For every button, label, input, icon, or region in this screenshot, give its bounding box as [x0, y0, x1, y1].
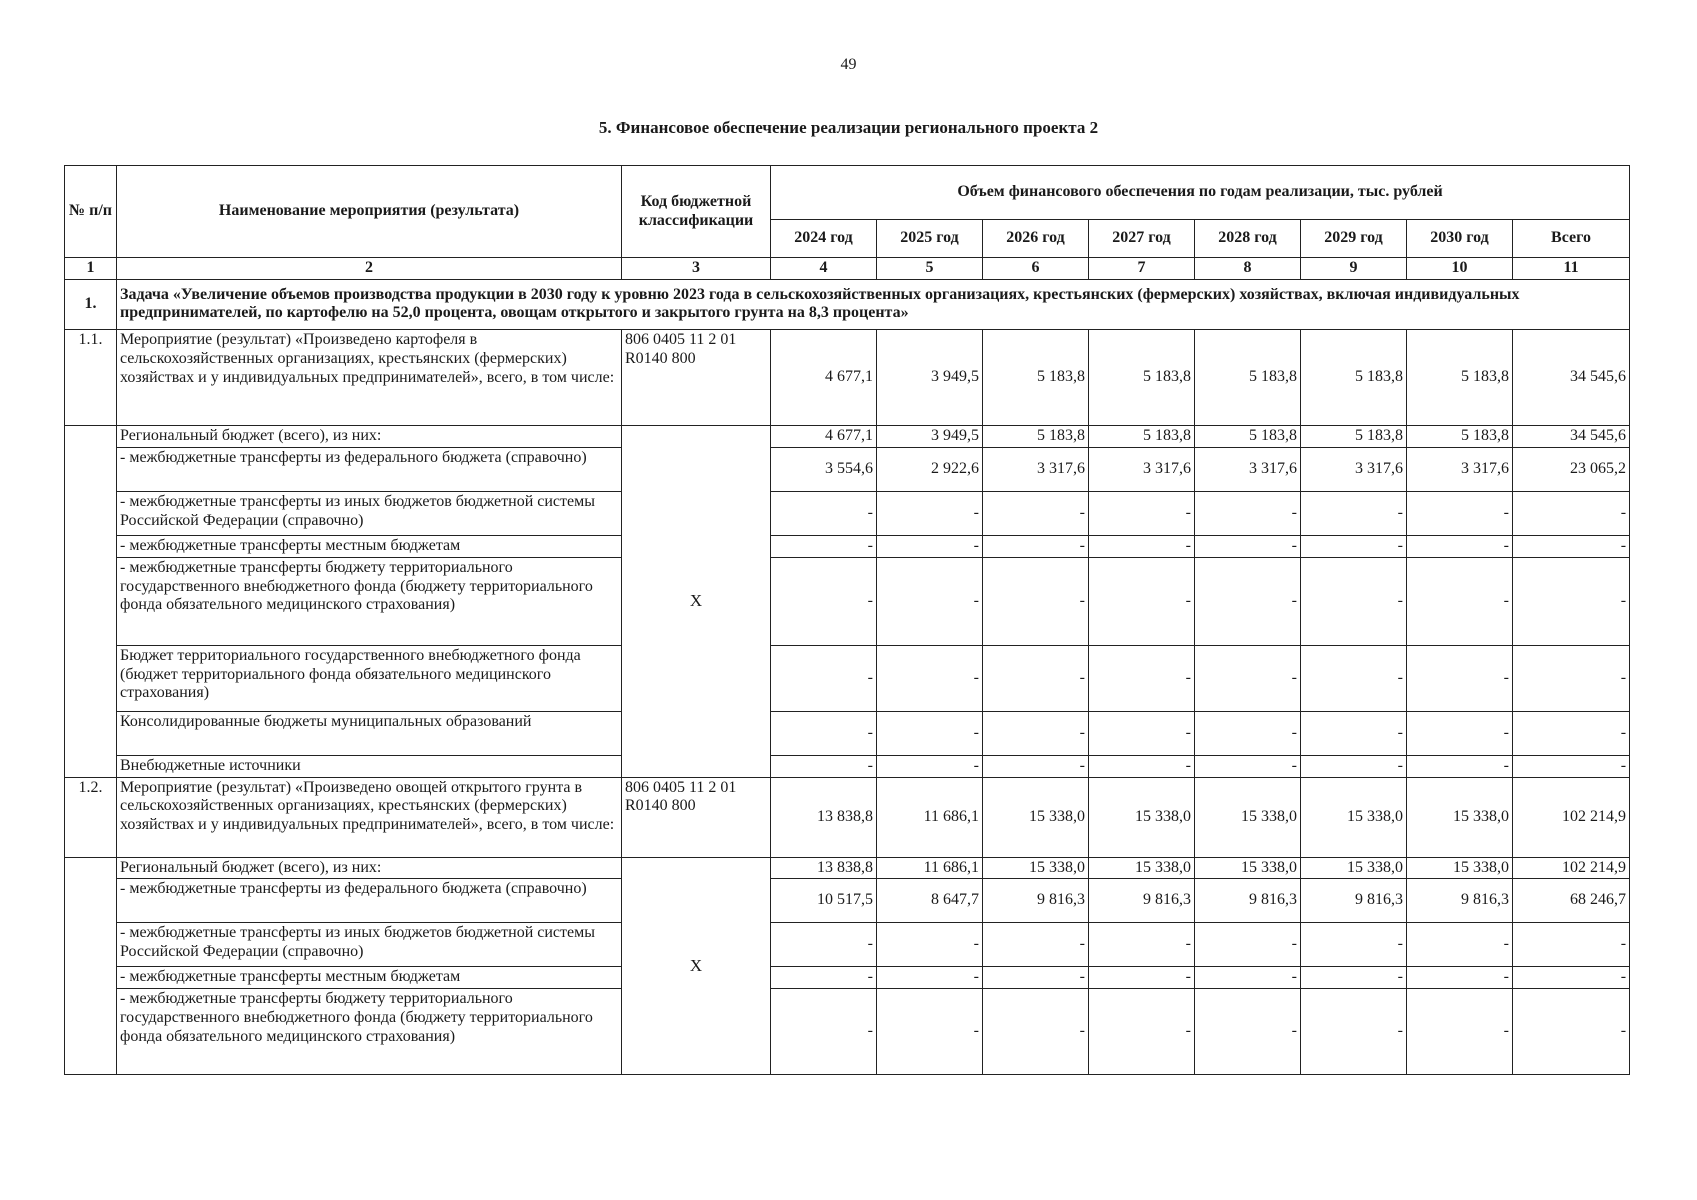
value-cell: 5 183,8 [1195, 425, 1301, 447]
value-cell: - [877, 491, 983, 535]
value-cell: 5 183,8 [1089, 329, 1195, 425]
value-cell: - [877, 923, 983, 967]
value-cell: - [1301, 755, 1407, 777]
value-cell: - [877, 557, 983, 645]
value-cell: - [1301, 557, 1407, 645]
budget-source-label: Бюджет территориального государственного внебюджетного фонда (бюджет территориального фонда обязательного медицинского страхования) [117, 645, 622, 711]
value-cell: 8 647,7 [877, 879, 983, 923]
column-number: 9 [1301, 258, 1407, 280]
value-cell: 15 338,0 [983, 857, 1089, 879]
value-cell: - [1513, 989, 1630, 1075]
measure-number: 1.1. [65, 329, 117, 425]
value-cell: - [1513, 755, 1630, 777]
value-cell: 15 338,0 [1301, 857, 1407, 879]
value-cell: - [1407, 989, 1513, 1075]
column-number: 10 [1407, 258, 1513, 280]
value-cell: - [1089, 711, 1195, 755]
budget-source-label: - межбюджетные трансферты из федерального бюджета (справочно) [117, 879, 622, 923]
value-cell: 5 183,8 [983, 425, 1089, 447]
value-cell: - [1195, 645, 1301, 711]
value-cell: - [1195, 557, 1301, 645]
value-cell: - [983, 923, 1089, 967]
value-cell: 3 554,6 [771, 447, 877, 491]
budget-source-row [65, 711, 1630, 755]
value-cell: 5 183,8 [1407, 425, 1513, 447]
value-cell: 5 183,8 [1195, 329, 1301, 425]
header-year-2026: 2026 год [983, 220, 1089, 258]
value-cell: - [1301, 923, 1407, 967]
header-volume: Объем финансового обеспечения по годам реализации, тыс. рублей [771, 166, 1630, 220]
number-blank [65, 425, 117, 777]
budget-source-label: - межбюджетные трансферты местным бюджетам [117, 535, 622, 557]
budget-source-label: Внебюджетные источники [117, 755, 622, 777]
measure-name: Мероприятие (результат) «Произведено картофеля в сельскохозяйственных организациях, крестьянских (фермерских) хозяйствах и у индивидуальных предпринимателей», всего, в том числе: [117, 329, 622, 425]
value-cell: - [1513, 711, 1630, 755]
value-cell: - [1089, 535, 1195, 557]
value-cell: - [1301, 711, 1407, 755]
header-year-2028: 2028 год [1195, 220, 1301, 258]
column-number: 2 [117, 258, 622, 280]
value-cell: - [877, 535, 983, 557]
header-code: Код бюджетной классификации [622, 166, 771, 258]
header-year-2024: 2024 год [771, 220, 877, 258]
value-cell: 13 838,8 [771, 777, 877, 857]
value-cell: - [1513, 535, 1630, 557]
value-cell: 15 338,0 [1195, 777, 1301, 857]
value-cell: 9 816,3 [983, 879, 1089, 923]
value-cell: 15 338,0 [1089, 857, 1195, 879]
task-row [65, 279, 1630, 329]
value-cell: - [1513, 967, 1630, 989]
value-cell: - [1089, 989, 1195, 1075]
budget-source-row [65, 425, 1630, 447]
budget-source-row [65, 447, 1630, 491]
value-cell: 5 183,8 [983, 329, 1089, 425]
value-cell: 15 338,0 [983, 777, 1089, 857]
value-cell: 34 545,6 [1513, 425, 1630, 447]
value-cell: - [1195, 923, 1301, 967]
budget-source-row [65, 645, 1630, 711]
value-cell: - [1195, 755, 1301, 777]
value-cell: 9 816,3 [1089, 879, 1195, 923]
value-cell: 34 545,6 [1513, 329, 1630, 425]
value-cell: - [1513, 923, 1630, 967]
value-cell: 4 677,1 [771, 329, 877, 425]
value-cell: 9 816,3 [1301, 879, 1407, 923]
value-cell: 9 816,3 [1407, 879, 1513, 923]
value-cell: - [771, 967, 877, 989]
value-cell: - [1089, 491, 1195, 535]
value-cell: - [1407, 967, 1513, 989]
value-cell: - [983, 645, 1089, 711]
value-cell: 5 183,8 [1089, 425, 1195, 447]
value-cell: 3 317,6 [1407, 447, 1513, 491]
value-cell: 3 317,6 [1301, 447, 1407, 491]
value-cell: - [1513, 645, 1630, 711]
value-cell: 4 677,1 [771, 425, 877, 447]
header-name: Наименование мероприятия (результата) [117, 166, 622, 258]
value-cell: 11 686,1 [877, 777, 983, 857]
value-cell: 5 183,8 [1407, 329, 1513, 425]
value-cell: - [983, 755, 1089, 777]
column-number: 5 [877, 258, 983, 280]
value-cell: 102 214,9 [1513, 777, 1630, 857]
value-cell: - [771, 645, 877, 711]
value-cell: - [1089, 557, 1195, 645]
column-number: 11 [1513, 258, 1630, 280]
value-cell: - [1407, 645, 1513, 711]
value-cell: - [1407, 557, 1513, 645]
measure-1-1 [65, 329, 1630, 777]
value-cell: - [983, 491, 1089, 535]
task-text: Задача «Увеличение объемов производства продукции в 2030 году к уровню 2023 года в сельскохозяйственных организациях, крестьянских (фермерских) хозяйствах, включая индивидуальных предпринимателей, по картофелю на 52,0 процента, овощам открытого и закрытого грунта на 8,3 процента» [117, 279, 1630, 329]
value-cell: 13 838,8 [771, 857, 877, 879]
value-cell: - [983, 967, 1089, 989]
budget-source-row [65, 557, 1630, 645]
budget-code: 806 0405 11 2 01 R0140 800 [622, 329, 771, 425]
budget-source-row [65, 989, 1630, 1075]
budget-source-row [65, 923, 1630, 967]
value-cell: - [1195, 491, 1301, 535]
value-cell: 3 949,5 [877, 425, 983, 447]
value-cell: - [1407, 755, 1513, 777]
column-number: 4 [771, 258, 877, 280]
value-cell: - [877, 989, 983, 1075]
budget-source-row [65, 967, 1630, 989]
value-cell: 3 317,6 [983, 447, 1089, 491]
value-cell: - [771, 491, 877, 535]
header-year-2030: 2030 год [1407, 220, 1513, 258]
value-cell: 3 317,6 [1089, 447, 1195, 491]
value-cell: - [1301, 535, 1407, 557]
value-cell: - [771, 989, 877, 1075]
header-year-2025: 2025 год [877, 220, 983, 258]
value-cell: 15 338,0 [1301, 777, 1407, 857]
value-cell: - [983, 535, 1089, 557]
value-cell: - [877, 711, 983, 755]
column-number: 7 [1089, 258, 1195, 280]
column-number: 1 [65, 258, 117, 280]
value-cell: - [1513, 557, 1630, 645]
value-cell: - [1195, 535, 1301, 557]
value-cell: - [1301, 491, 1407, 535]
value-cell: 15 338,0 [1089, 777, 1195, 857]
budget-source-label: Региональный бюджет (всего), из них: [117, 425, 622, 447]
value-cell: 2 922,6 [877, 447, 983, 491]
value-cell: - [1089, 967, 1195, 989]
budget-source-label: - межбюджетные трансферты бюджету территориального государственного внебюджетного фонда (бюджету территориального фонда обязательного медицинского страхования) [117, 557, 622, 645]
value-cell: - [983, 711, 1089, 755]
value-cell: 5 183,8 [1301, 329, 1407, 425]
budget-source-row [65, 755, 1630, 777]
value-cell: - [771, 557, 877, 645]
task-number: 1. [65, 279, 117, 329]
value-cell: 15 338,0 [1407, 777, 1513, 857]
value-cell: 3 949,5 [877, 329, 983, 425]
number-blank [65, 857, 117, 1075]
value-cell: - [983, 557, 1089, 645]
value-cell: 23 065,2 [1513, 447, 1630, 491]
value-cell: - [1089, 645, 1195, 711]
value-cell: - [877, 967, 983, 989]
value-cell: 9 816,3 [1195, 879, 1301, 923]
header-total: Всего [1513, 220, 1630, 258]
header-year-2029: 2029 год [1301, 220, 1407, 258]
value-cell: 11 686,1 [877, 857, 983, 879]
value-cell: - [1195, 711, 1301, 755]
header-year-2027: 2027 год [1089, 220, 1195, 258]
column-number: 3 [622, 258, 771, 280]
value-cell: 3 317,6 [1195, 447, 1301, 491]
value-cell: - [1407, 923, 1513, 967]
value-cell: - [1089, 755, 1195, 777]
budget-source-label: - межбюджетные трансферты местным бюджетам [117, 967, 622, 989]
budget-source-label: Консолидированные бюджеты муниципальных образований [117, 711, 622, 755]
value-cell: 15 338,0 [1407, 857, 1513, 879]
value-cell: - [1407, 491, 1513, 535]
value-cell: 15 338,0 [1195, 857, 1301, 879]
value-cell: - [771, 923, 877, 967]
budget-source-label: Региональный бюджет (всего), из них: [117, 857, 622, 879]
value-cell: 5 183,8 [1301, 425, 1407, 447]
financing-table [64, 165, 1630, 1075]
value-cell: - [1513, 491, 1630, 535]
budget-code: 806 0405 11 2 01 R0140 800 [622, 777, 771, 857]
value-cell: - [1195, 967, 1301, 989]
measure-1-2 [65, 777, 1630, 1075]
page-number: 49 [840, 56, 857, 73]
budget-source-row [65, 535, 1630, 557]
value-cell: 68 246,7 [1513, 879, 1630, 923]
value-cell: - [1089, 923, 1195, 967]
column-number: 6 [983, 258, 1089, 280]
budget-source-row [65, 857, 1630, 879]
value-cell: 10 517,5 [771, 879, 877, 923]
value-cell: - [1407, 535, 1513, 557]
not-applicable-mark: X [622, 857, 771, 1075]
budget-source-label: - межбюджетные трансферты из иных бюджетов бюджетной системы Российской Федерации (справочно) [117, 491, 622, 535]
column-number-row [65, 258, 1630, 280]
budget-source-row [65, 491, 1630, 535]
not-applicable-mark: X [622, 425, 771, 777]
document-title: 5. Финансовое обеспечение реализации регионального проекта 2 [598, 118, 1099, 137]
column-number: 8 [1195, 258, 1301, 280]
value-cell: 102 214,9 [1513, 857, 1630, 879]
header-num: № п/п [65, 166, 117, 258]
measure-row [65, 777, 1630, 857]
budget-source-row [65, 879, 1630, 923]
value-cell: - [1301, 645, 1407, 711]
value-cell: - [1195, 989, 1301, 1075]
value-cell: - [1301, 989, 1407, 1075]
budget-source-label: - межбюджетные трансферты из федерального бюджета (справочно) [117, 447, 622, 491]
value-cell: - [877, 645, 983, 711]
budget-source-label: - межбюджетные трансферты из иных бюджетов бюджетной системы Российской Федерации (справочно) [117, 923, 622, 967]
value-cell: - [771, 711, 877, 755]
value-cell: - [1301, 967, 1407, 989]
measure-number: 1.2. [65, 777, 117, 857]
value-cell: - [771, 755, 877, 777]
measure-row [65, 329, 1630, 425]
value-cell: - [771, 535, 877, 557]
measure-name: Мероприятие (результат) «Произведено овощей открытого грунта в сельскохозяйственных организациях, крестьянских (фермерских) хозяйствах и у индивидуальных предпринимателей», всего, в том числе: [117, 777, 622, 857]
value-cell: - [877, 755, 983, 777]
value-cell: - [1407, 711, 1513, 755]
value-cell: - [983, 989, 1089, 1075]
budget-source-label: - межбюджетные трансферты бюджету территориального государственного внебюджетного фонда (бюджету территориального фонда обязательного медицинского страхования) [117, 989, 622, 1075]
